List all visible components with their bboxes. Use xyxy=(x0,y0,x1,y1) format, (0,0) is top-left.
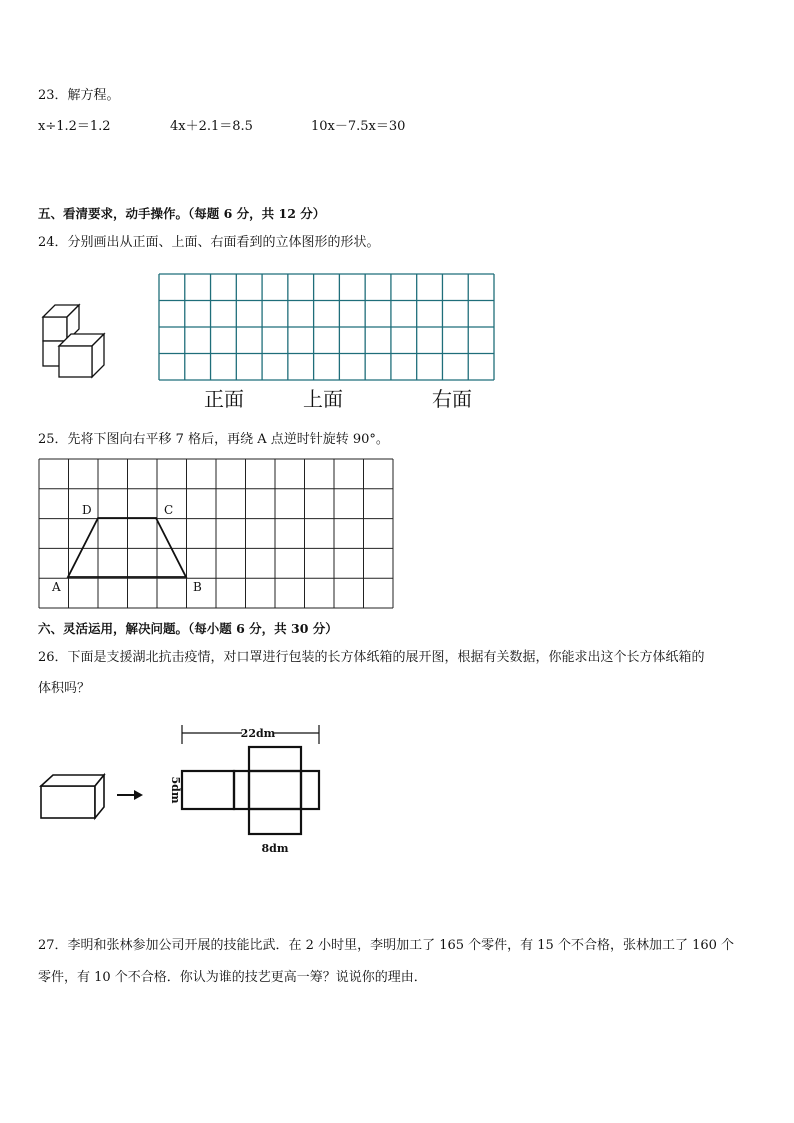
q26-line-1: 26．下面是支援湖北抗击疫情，对口罩进行包装的长方体纸箱的展开图，根据有关数据，你能求出这个长方体纸箱的 xyxy=(38,650,705,665)
arrow-icon xyxy=(116,788,144,802)
section-5-heading: 五、看清要求，动手操作。（每题 6 分，共 12 分） xyxy=(38,206,326,221)
q23-equation-2: 4x＋2.1＝8.5 xyxy=(170,119,253,134)
q23-equation-3: 10x－7.5x＝30 xyxy=(311,119,406,134)
q24-answer-grid[interactable] xyxy=(158,273,495,381)
q27-line-1: 27．李明和张林参加公司开展的技能比武．在 2 小时里，李明加工了 165 个零件，有 15 个不合格，张林加工了 160 个 xyxy=(38,938,735,953)
q26-dim-left: 5dm xyxy=(169,776,182,804)
q24-title: 24．分别画出从正面、上面、右面看到的立体图形的形状。 xyxy=(38,235,380,250)
q25-trapezoid xyxy=(68,518,186,577)
q26-box-figure xyxy=(38,772,108,822)
q24-label-right: 右面 xyxy=(432,387,472,411)
q24-label-front: 正面 xyxy=(204,387,244,411)
section-6-heading: 六、灵活运用，解决问题。（每小题 6 分，共 30 分） xyxy=(38,621,338,636)
q27-line-2: 零件，有 10 个不合格．你认为谁的技艺更高一筹？说说你的理由． xyxy=(38,970,427,985)
q23-equation-1: x÷1.2＝1.2 xyxy=(38,119,111,134)
q25-point-d-label: D xyxy=(82,503,92,517)
q25-point-b-label: B xyxy=(193,580,202,594)
q26-dim-bottom: 8dm xyxy=(261,842,289,855)
q26-net-diagram xyxy=(162,718,332,858)
q25-trapezoid-figure xyxy=(38,458,394,609)
q25-title: 25．先将下图向右平移 7 格后，再绕 A 点逆时针旋转 90°。 xyxy=(38,432,389,447)
q24-label-top: 上面 xyxy=(303,387,343,411)
q25-point-a-label: A xyxy=(52,580,61,594)
q24-cube-stack-figure xyxy=(38,300,110,380)
q26-line-2: 体积吗？ xyxy=(38,681,91,696)
q23-title: 23．解方程。 xyxy=(38,88,120,103)
q25-point-c-label: C xyxy=(164,503,174,517)
q26-dim-top: 22dm xyxy=(240,727,276,740)
